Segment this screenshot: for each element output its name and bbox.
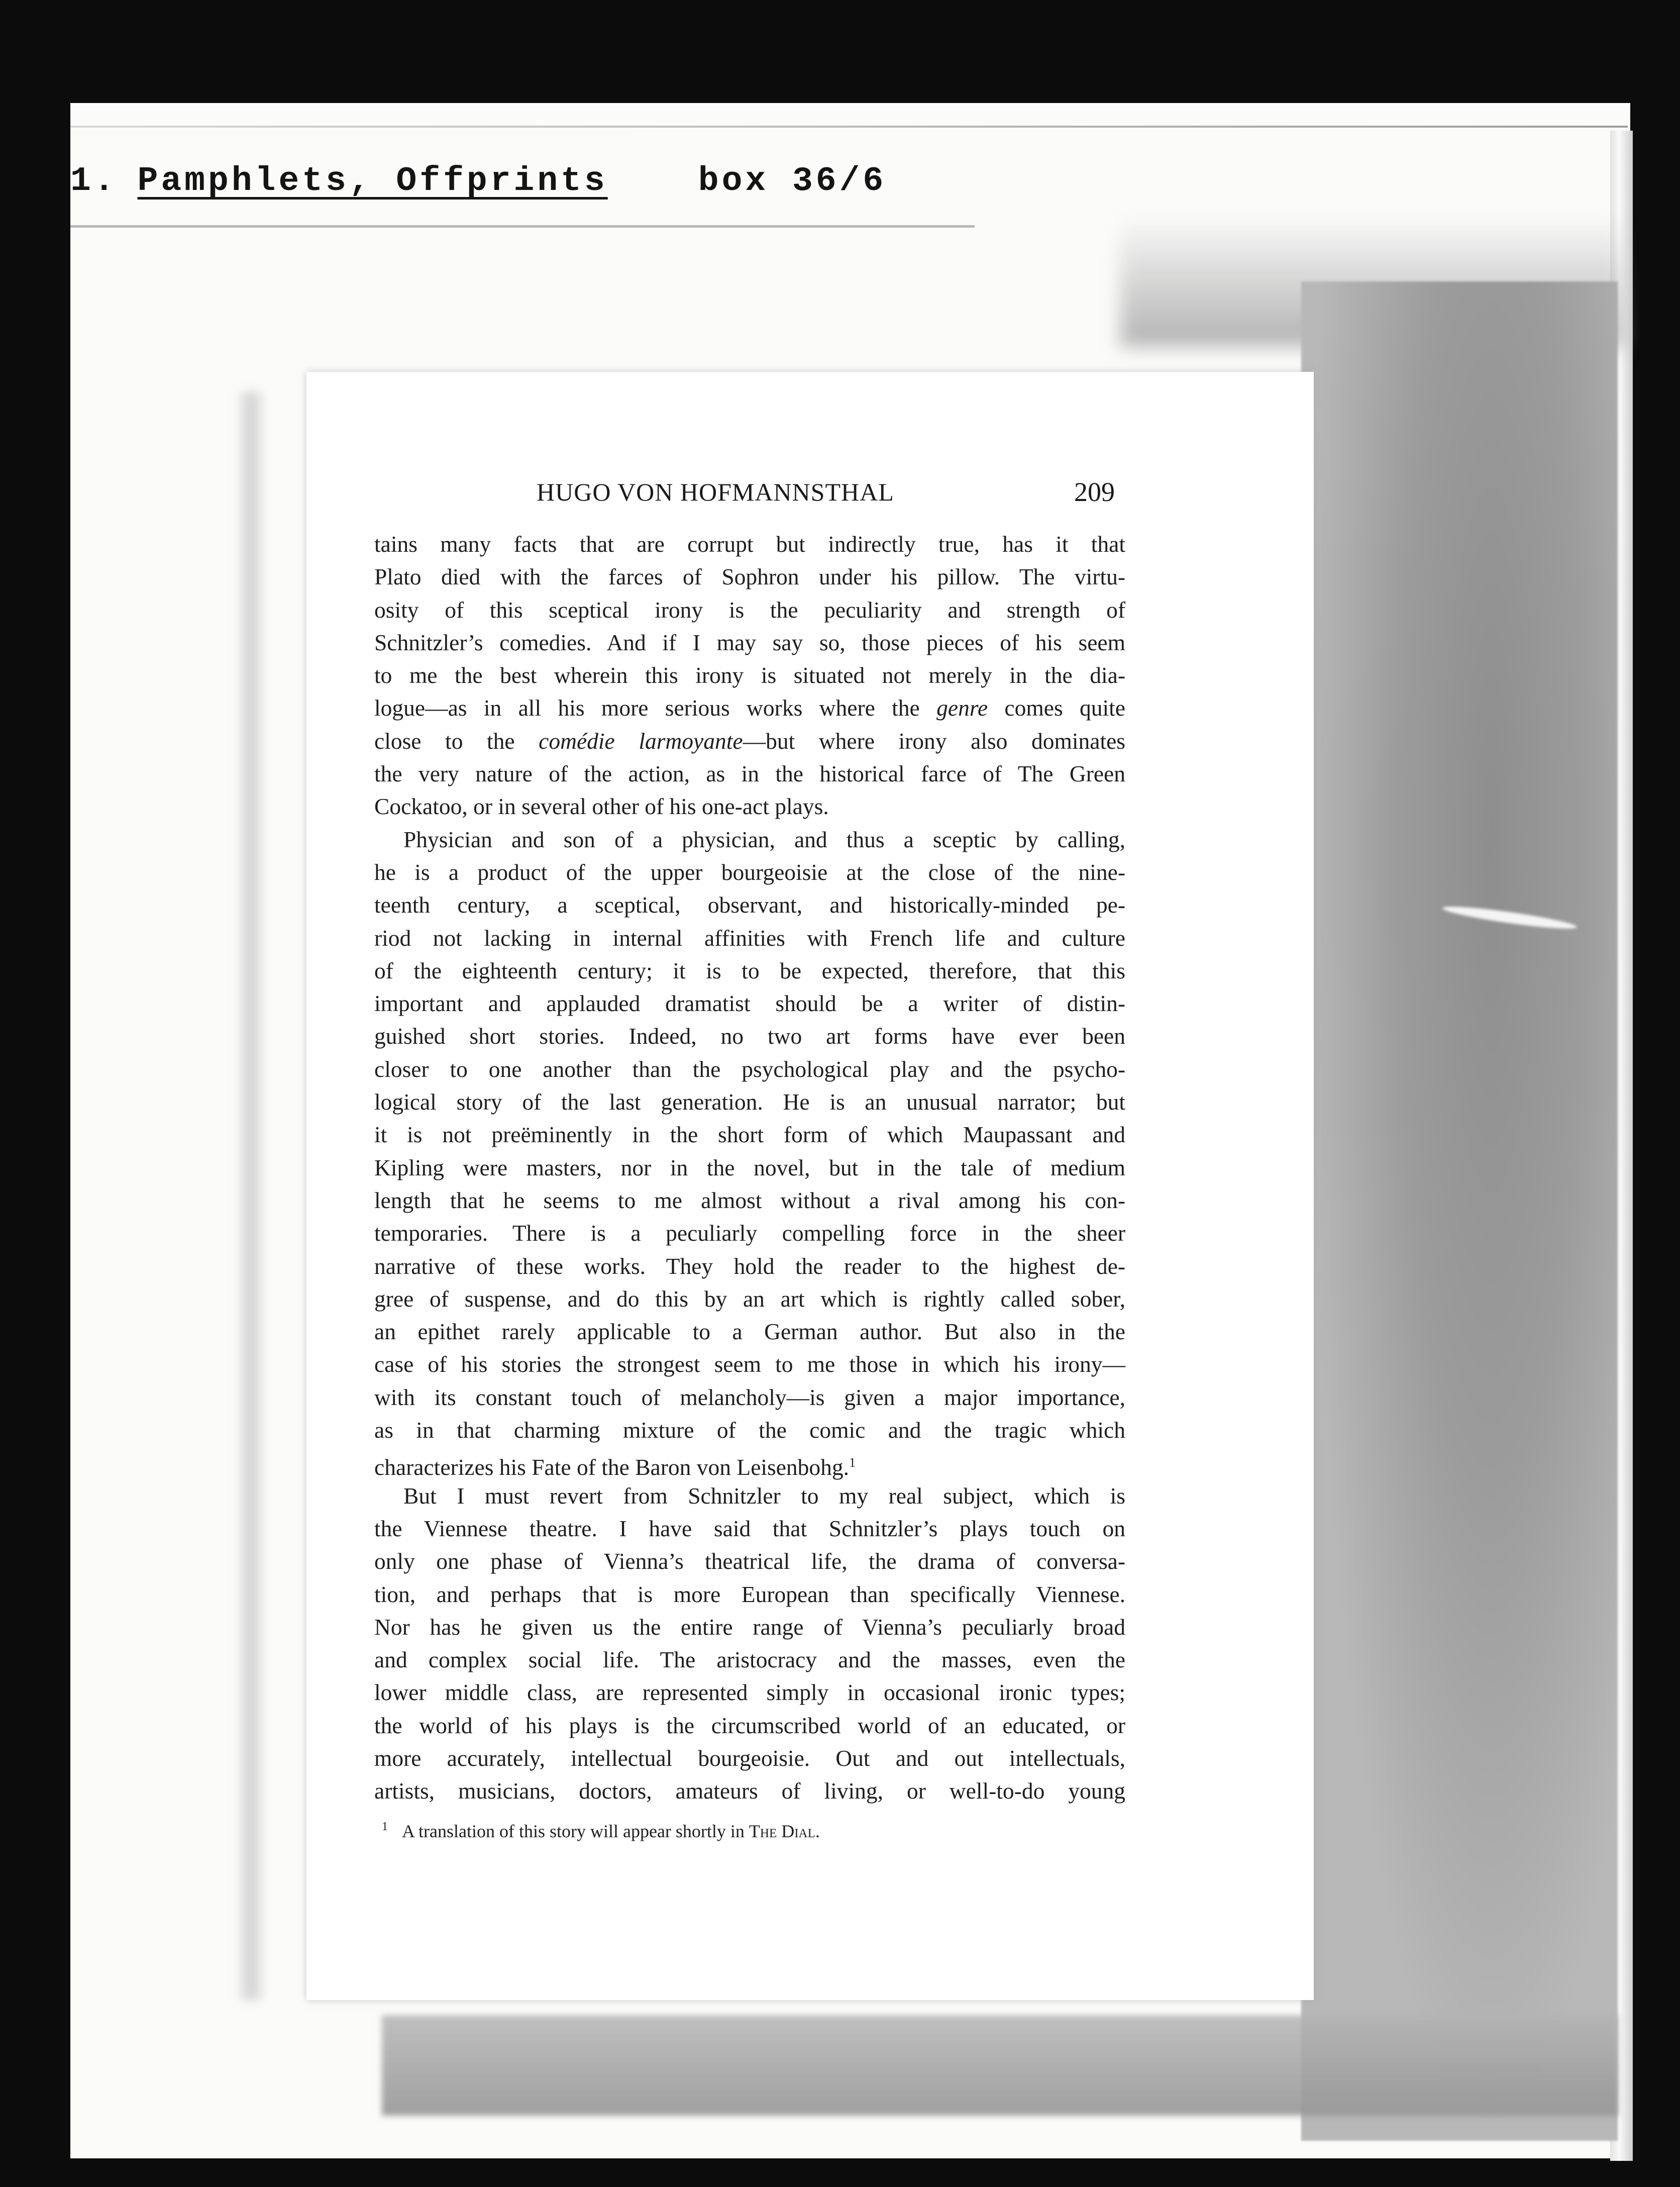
text-run: comes quite <box>988 695 1125 721</box>
page-mount-shadow <box>1301 281 1618 2141</box>
text-run: —but where irony also dominates <box>743 728 1126 754</box>
text-line: the Viennese theatre. I have said that Schnitzler’s plays touch on <box>374 1515 1125 1541</box>
text-line: tion, and perhaps that is more European than specifically Viennese. <box>374 1581 1125 1607</box>
italic-term: comédie larmoyante <box>539 728 743 754</box>
archive-label-number: 1. <box>70 162 118 201</box>
top-edge-rule <box>70 126 1628 128</box>
text-line: artists, musicians, doctors, amateurs of living, or well-to-do young <box>374 1778 1125 1804</box>
text-line: he is a product of the upper bourgeoisie at the close of the nine- <box>374 859 1125 885</box>
footnote-mark: 1 <box>382 1820 388 1833</box>
text-line: more accurately, intellectual bourgeoisie. Out and out intellectuals, <box>374 1745 1125 1771</box>
text-line: Plato died with the farces of Sophron under his pillow. The virtu- <box>374 564 1125 590</box>
text-run: logue—as in all his more serious works where the <box>374 695 937 721</box>
footnote <box>382 1820 820 1842</box>
text-line: tains many facts that are corrupt but indirectly true, has it that <box>374 531 1125 557</box>
text-line: temporaries. There is a peculiarly compelling force in the sheer <box>374 1220 1125 1246</box>
text-line: only one phase of Vienna’s theatrical life, the drama of conversa- <box>374 1548 1125 1574</box>
text-line: of the eighteenth century; it is to be expected, therefore, that this <box>374 957 1125 983</box>
text-line: Nor has he given us the entire range of Vienna’s peculiarly broad <box>374 1614 1125 1640</box>
text-line: teenth century, a sceptical, observant, and historically-minded pe- <box>374 892 1125 918</box>
text-line <box>374 725 1125 757</box>
body-text <box>374 528 1125 1808</box>
text-run: characterizes his Fate of the Baron von Leisenbohg. <box>374 1454 850 1480</box>
text-line: and complex social life. The aristocracy and the masses, even the <box>374 1647 1125 1673</box>
text-line: the very nature of the action, as in the historical farce of The Green <box>374 761 1125 787</box>
text-line: osity of this sceptical irony is the peculiarity and strength of <box>374 597 1125 623</box>
italic-term: genre <box>936 695 988 721</box>
text-line: Schnitzler’s comedies. And if I may say so, those pieces of his seem <box>374 629 1125 655</box>
text-line: it is not preëminently in the short form of which Maupassant and <box>374 1122 1125 1148</box>
text-line <box>374 1446 1125 1479</box>
text-line: guished short stories. Indeed, no two art forms have ever been <box>374 1023 1125 1049</box>
text-line <box>374 691 1125 724</box>
archive-label <box>70 162 886 201</box>
text-line: length that he seems to me almost without a rival among his con- <box>374 1187 1125 1213</box>
text-line: important and applauded dramatist should be a writer of distin- <box>374 990 1125 1017</box>
text-line: Kipling were masters, nor in the novel, but in the tale of medium <box>374 1154 1125 1180</box>
text-line: Cockatoo, or in several other of his one-act plays. <box>374 793 829 820</box>
archive-label-box: box 36/6 <box>698 162 887 201</box>
text-line: gree of suspense, and do this by an art which is rightly called sober, <box>374 1285 1125 1312</box>
running-head: HUGO VON HOFMANNSTHAL <box>537 478 894 506</box>
text-line: with its constant touch of melancholy—is given a major importance, <box>374 1384 1125 1410</box>
archive-label-title: Pamphlets, Offprints <box>137 162 608 201</box>
page-number: 209 <box>1074 477 1115 507</box>
label-rule <box>70 225 975 228</box>
text-line: riod not lacking in internal affinities with French life and culture <box>374 925 1125 951</box>
text-line: logical story of the last generation. He is an unusual narrator; but <box>374 1089 1125 1115</box>
footnote-reference: 1 <box>849 1455 856 1470</box>
text-line: case of his stories the strongest seem to me those in which his irony— <box>374 1351 1125 1377</box>
footnote-end: . <box>815 1821 820 1841</box>
footnote-journal: The Dial <box>749 1821 815 1841</box>
mount-shadow-bottom <box>382 2015 1618 2116</box>
text-line: lower middle class, are represented simply in occasional ironic types; <box>374 1679 1125 1706</box>
left-edge-shadow <box>236 392 266 2000</box>
text-line: to me the best wherein this irony is situated not merely in the dia- <box>374 662 1125 688</box>
text-line: narrative of these works. They hold the reader to the highest de- <box>374 1253 1125 1279</box>
text-line: as in that charming mixture of the comic and the tragic which <box>374 1417 1125 1443</box>
footnote-text: A translation of this story will appear shortly in <box>402 1821 749 1841</box>
text-line: the world of his plays is the circumscribed world of an educated, or <box>374 1712 1125 1738</box>
text-line: But I must revert from Schnitzler to my real subject, which is <box>403 1482 1125 1509</box>
text-line: Physician and son of a physician, and thus a sceptic by calling, <box>403 826 1125 852</box>
text-line: closer to one another than the psychological play and the psycho- <box>374 1056 1125 1082</box>
text-run: close to the <box>374 728 539 754</box>
text-line: an epithet rarely applicable to a German author. But also in the <box>374 1319 1125 1345</box>
